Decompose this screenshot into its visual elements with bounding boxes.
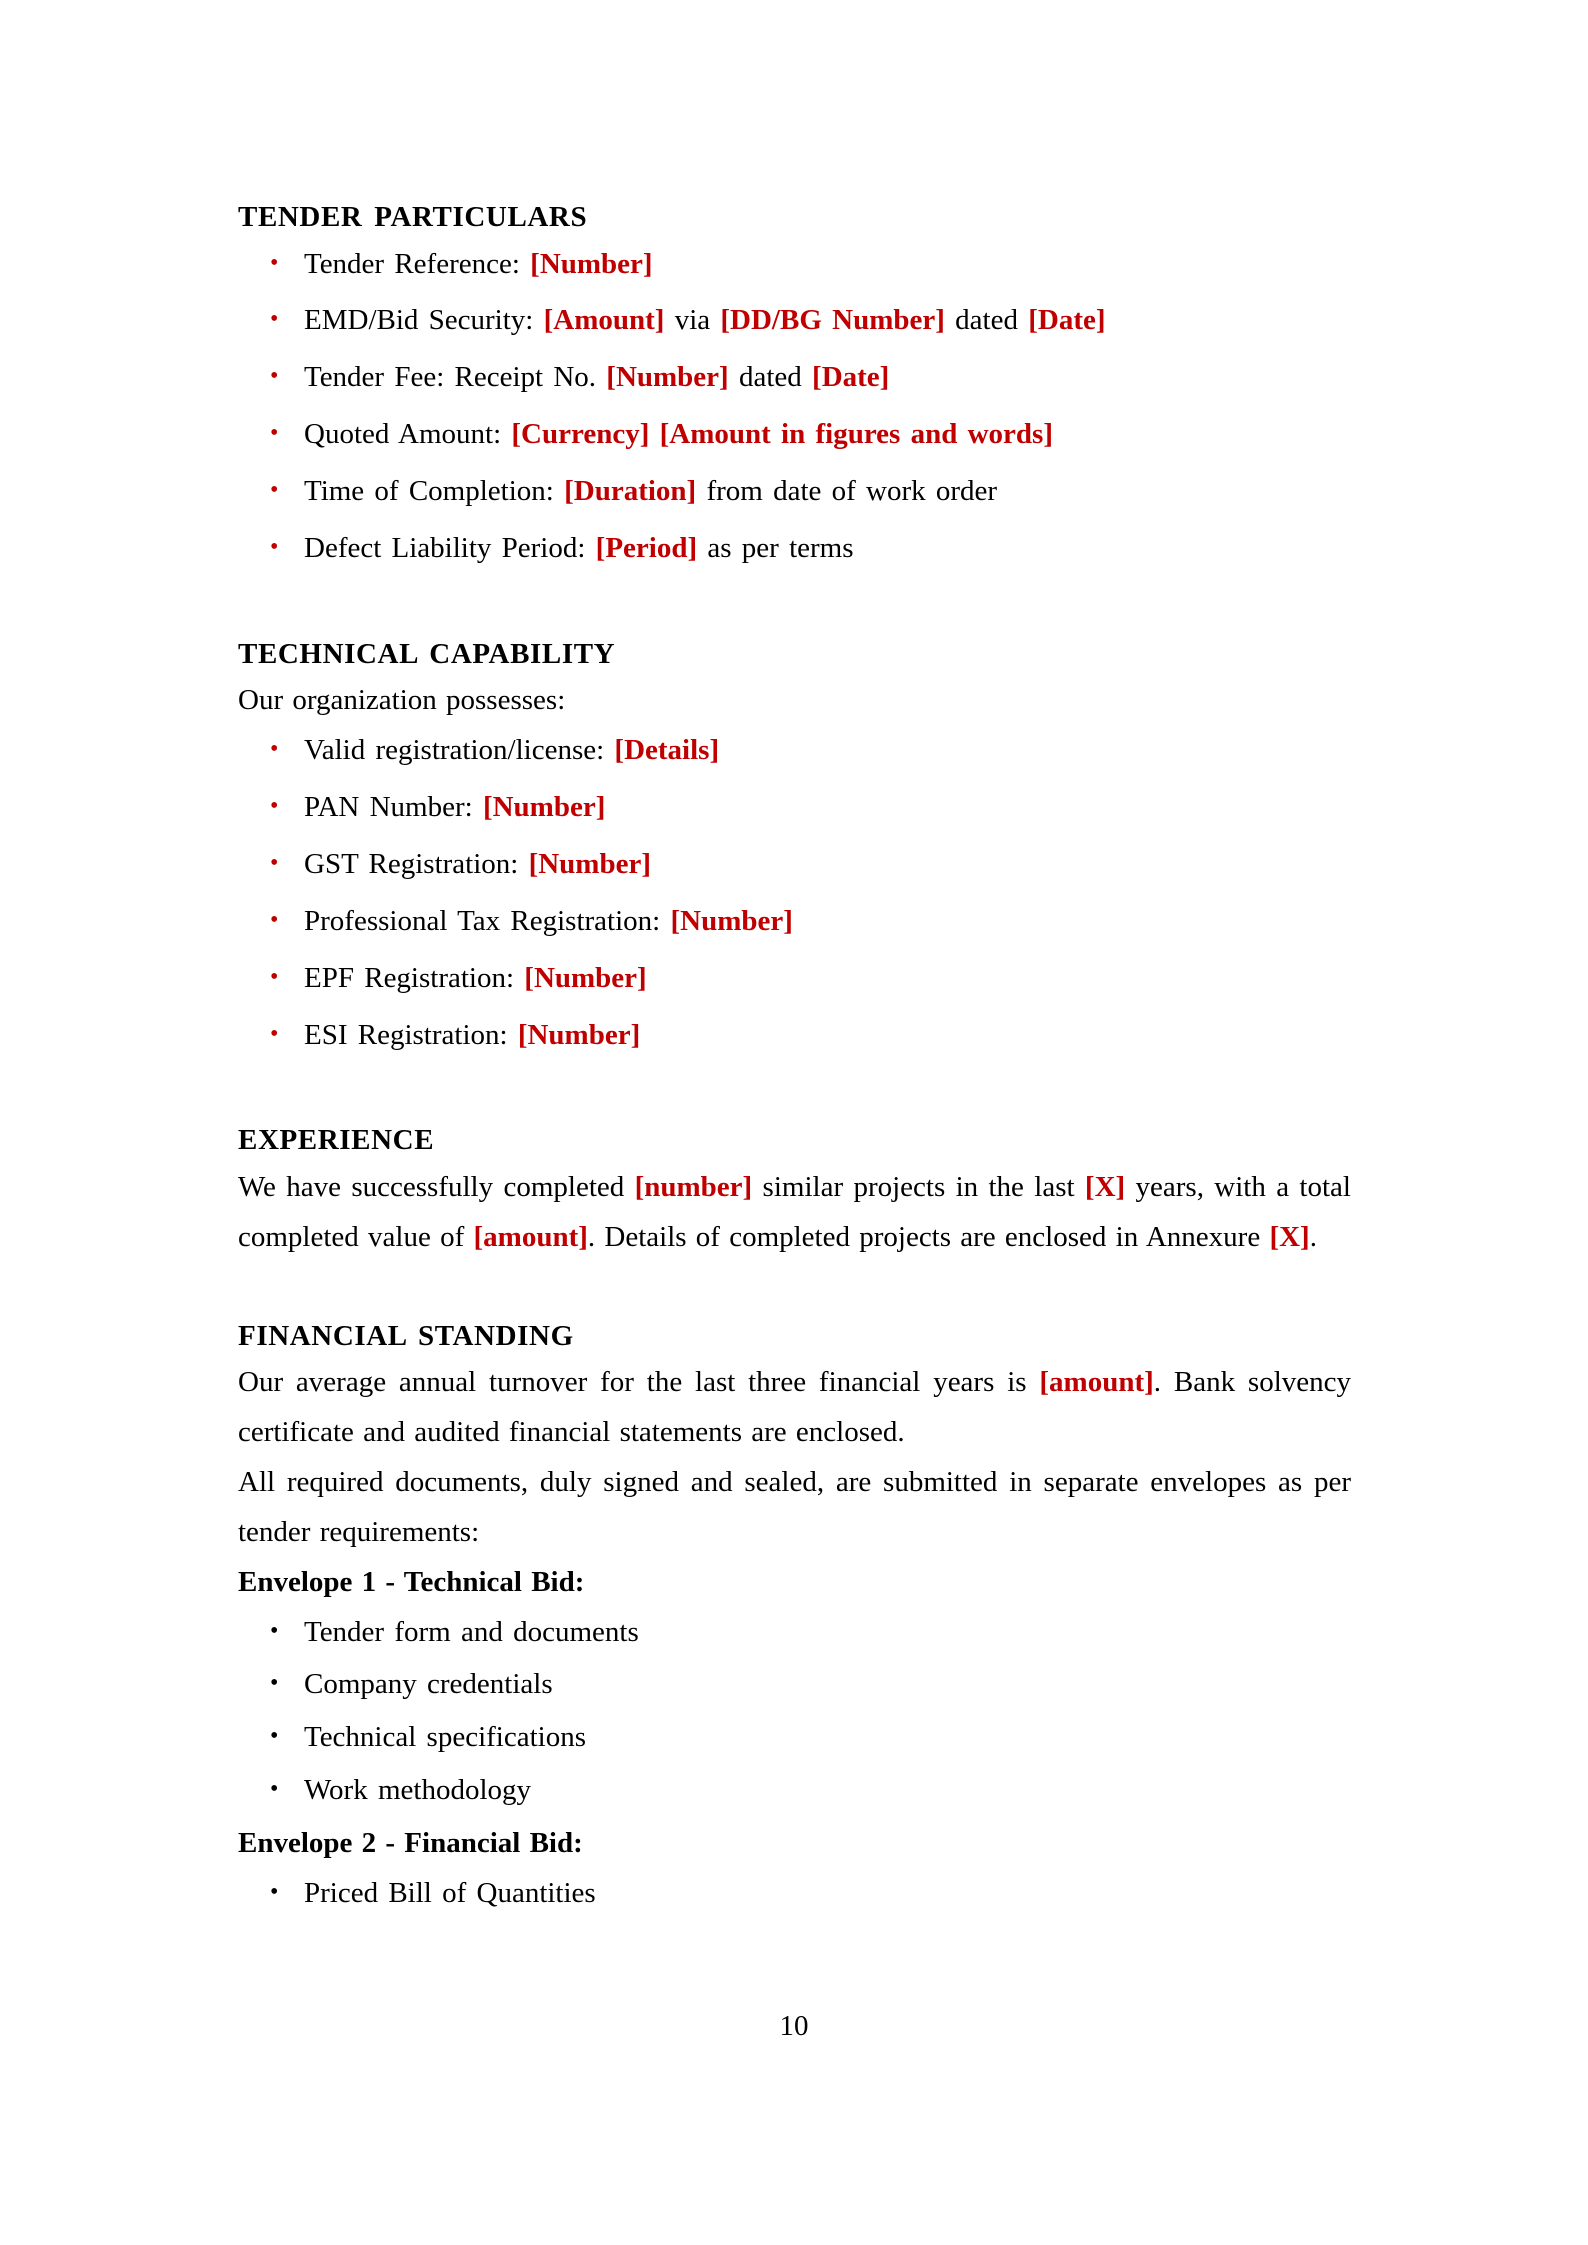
item-text-pre: EMD/Bid Security: bbox=[304, 304, 544, 337]
item-text-pre: Valid registration/license: bbox=[304, 734, 615, 767]
placeholder-duration: [Duration] bbox=[564, 475, 697, 507]
item-text-mid: as per terms bbox=[697, 531, 854, 564]
list-item-pan-number bbox=[238, 783, 1351, 833]
financial-standing-paragraph bbox=[238, 1358, 1351, 1458]
bullet-dot-icon: • bbox=[270, 849, 279, 876]
placeholder-dd-bg-number: [DD/BG Number] bbox=[720, 304, 945, 337]
list-item-esi-registration bbox=[238, 1011, 1351, 1061]
item-text-mid bbox=[649, 418, 659, 450]
list-item-tender-reference bbox=[238, 240, 1351, 290]
experience-text-4: . Details of completed projects are enclosed in Annexure bbox=[587, 1220, 1270, 1253]
placeholder-date: [Date] bbox=[812, 361, 890, 394]
placeholder-amount-in-figures-and-words: [Amount in figures and words] bbox=[659, 418, 1053, 451]
bullet-dot-icon: • bbox=[270, 906, 279, 933]
envelope-1-list bbox=[238, 1608, 1351, 1817]
placeholder-details: [Details] bbox=[614, 734, 720, 767]
placeholder-number: [Number] bbox=[670, 904, 793, 937]
item-text-pre: Quoted Amount: bbox=[304, 418, 512, 451]
placeholder-number: [Number] bbox=[524, 961, 647, 994]
list-item bbox=[238, 1713, 1351, 1763]
placeholder-number: [Number] bbox=[528, 847, 651, 880]
experience-paragraph bbox=[238, 1163, 1351, 1263]
placeholder-date: [Date] bbox=[1028, 304, 1106, 337]
placeholder-years: [X] bbox=[1084, 1170, 1126, 1203]
list-item bbox=[238, 1608, 1351, 1658]
tender-particulars-list bbox=[238, 240, 1351, 574]
placeholder-period: [Period] bbox=[595, 531, 698, 564]
list-item-tender-fee bbox=[238, 353, 1351, 403]
list-item-epf-registration bbox=[238, 954, 1351, 1004]
list-item-time-of-completion bbox=[238, 467, 1351, 517]
financial-text-1: Our average annual turnover for the last three financial years is bbox=[238, 1366, 1040, 1399]
envelope-2-list bbox=[238, 1869, 1351, 1919]
item-text-pre: PAN Number: bbox=[304, 791, 483, 823]
list-item-defect-liability-period bbox=[238, 524, 1351, 574]
item-text-pre: GST Registration: bbox=[304, 847, 529, 880]
heading-tender-particulars: TENDER PARTICULARS bbox=[238, 201, 588, 233]
list-item bbox=[238, 1766, 1351, 1816]
item-text-pre: EPF Registration: bbox=[304, 961, 525, 994]
list-item-professional-tax-registration bbox=[238, 897, 1351, 947]
page-content bbox=[238, 196, 1351, 1922]
envelope-1-label: Envelope 1 - Technical Bid: bbox=[238, 1565, 585, 1598]
placeholder-number: [number] bbox=[634, 1170, 753, 1203]
list-item-emd-bid-security bbox=[238, 296, 1351, 346]
bullet-dot-icon: • bbox=[270, 306, 279, 333]
bullet-dot-icon: • bbox=[270, 736, 279, 763]
item-text-pre: ESI Registration: bbox=[304, 1018, 518, 1051]
experience-text-1: We have successfully completed bbox=[238, 1170, 635, 1203]
bullet-dot-icon: • bbox=[270, 963, 279, 990]
item-text-mid: via bbox=[664, 304, 721, 337]
heading-technical-capability: TECHNICAL CAPABILITY bbox=[238, 637, 616, 670]
experience-text-3: years, with a total completed value of bbox=[238, 1170, 1351, 1253]
bullet-dot-icon: • bbox=[270, 1723, 279, 1750]
heading-financial-standing: FINANCIAL STANDING bbox=[238, 1319, 574, 1352]
list-item bbox=[238, 1869, 1351, 1919]
bullet-dot-icon: • bbox=[270, 793, 279, 819]
bullet-dot-icon: • bbox=[270, 363, 279, 390]
placeholder-annexure: [X] bbox=[1269, 1220, 1310, 1253]
financial-text-2: . Bank solvency certificate and audited financial statements are enclosed. bbox=[238, 1366, 1351, 1448]
placeholder-amount: [amount] bbox=[1039, 1366, 1154, 1399]
placeholder-number: [Number] bbox=[517, 1018, 641, 1051]
placeholder-amount: [Amount] bbox=[543, 304, 665, 337]
placeholder-number: [Number] bbox=[482, 791, 606, 823]
bullet-dot-icon: • bbox=[270, 1878, 279, 1905]
item-text-pre: Tender Reference: bbox=[304, 247, 531, 280]
bullet-dot-icon: • bbox=[270, 1020, 279, 1047]
list-item bbox=[238, 1660, 1351, 1710]
item-text-pre: Professional Tax Registration: bbox=[304, 904, 671, 937]
technical-capability-intro: Our organization possesses: bbox=[238, 684, 566, 717]
list-item-label: Company credentials bbox=[304, 1668, 553, 1701]
section-spacer bbox=[238, 581, 1351, 633]
section-spacer bbox=[238, 1067, 1351, 1119]
section-spacer bbox=[238, 1263, 1351, 1315]
experience-text-5: . bbox=[1309, 1220, 1317, 1253]
list-item-label: Technical specifications bbox=[304, 1721, 586, 1754]
page-number: 10 bbox=[779, 2010, 809, 2042]
list-item-quoted-amount bbox=[238, 410, 1351, 460]
documents-submission-paragraph: All required documents, duly signed and sealed, are submitted in separate envelopes as per tender requirements: bbox=[238, 1465, 1351, 1548]
heading-experience: EXPERIENCE bbox=[238, 1124, 435, 1157]
list-item-label: Work methodology bbox=[304, 1774, 531, 1807]
list-item-label: Priced Bill of Quantities bbox=[304, 1876, 596, 1909]
item-text-mid: dated bbox=[728, 361, 813, 394]
bullet-dot-icon: • bbox=[270, 420, 279, 447]
item-text-pre: Defect Liability Period: bbox=[304, 531, 596, 564]
experience-text-2: similar projects in the last bbox=[752, 1170, 1085, 1203]
technical-capability-list bbox=[238, 726, 1351, 1060]
item-text-pre: Time of Completion: bbox=[304, 475, 565, 507]
list-item-label: Tender form and documents bbox=[304, 1615, 639, 1648]
bullet-dot-icon: • bbox=[270, 1776, 279, 1803]
item-text-post: dated bbox=[944, 304, 1029, 337]
placeholder-number: [Number] bbox=[530, 247, 653, 280]
list-item-gst-registration bbox=[238, 840, 1351, 890]
item-text-pre: Tender Fee: Receipt No. bbox=[304, 361, 607, 394]
bullet-dot-icon: • bbox=[270, 477, 279, 503]
bullet-dot-icon: • bbox=[270, 1670, 279, 1697]
bullet-dot-icon: • bbox=[270, 1617, 279, 1644]
bullet-dot-icon: • bbox=[270, 249, 279, 276]
placeholder-amount: [amount] bbox=[473, 1220, 588, 1253]
placeholder-currency: [Currency] bbox=[511, 418, 650, 451]
envelope-2-label: Envelope 2 - Financial Bid: bbox=[238, 1827, 583, 1859]
list-item-valid-registration bbox=[238, 726, 1351, 776]
bullet-dot-icon: • bbox=[270, 533, 279, 560]
placeholder-number: [Number] bbox=[606, 361, 729, 394]
item-text-mid: from date of work order bbox=[696, 475, 998, 507]
